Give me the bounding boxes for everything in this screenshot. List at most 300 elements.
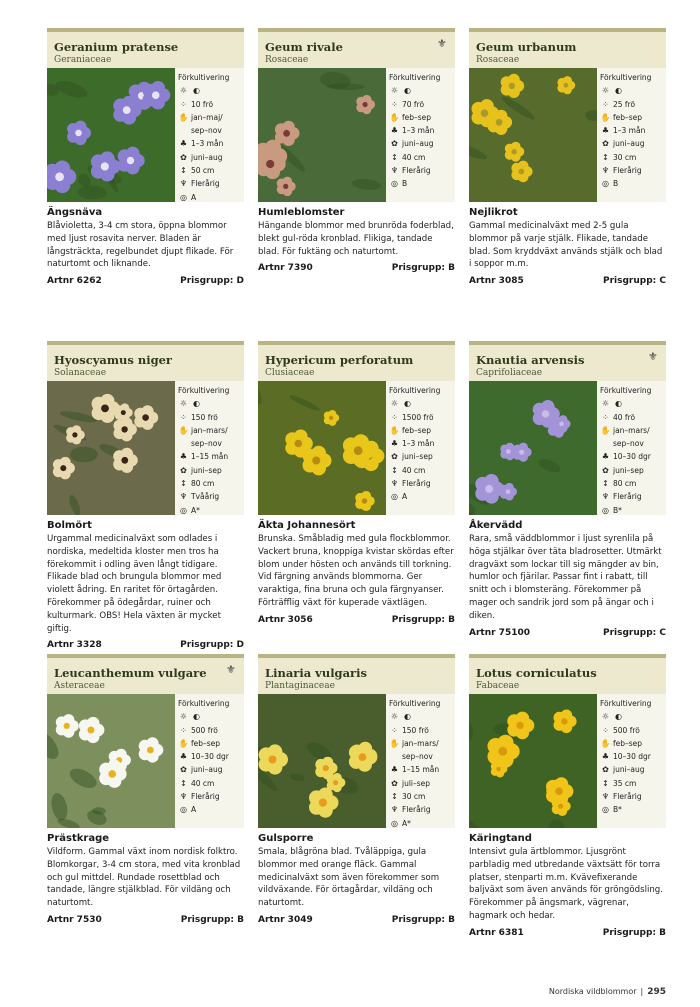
spec-lifecycle	[178, 177, 244, 190]
plant-photo	[258, 68, 386, 202]
spec-sowing	[389, 111, 455, 124]
spec-light	[389, 84, 455, 97]
spec-header	[600, 71, 666, 84]
spec-sowing	[389, 424, 455, 437]
swedish-name: Nejlikrot	[469, 207, 518, 218]
price-group: Prisgrupp: C	[603, 276, 666, 287]
spec-zone	[178, 803, 244, 816]
sowing-hand-icon: ✋	[389, 112, 400, 122]
spec-height	[389, 790, 455, 803]
zone-icon: ◎	[391, 818, 398, 828]
spec-germination	[178, 450, 244, 463]
page-number: 295	[647, 987, 666, 997]
spec-bloom-value: juni–sep	[402, 452, 433, 462]
spec-sowing	[178, 737, 244, 750]
spec-seeds-value: 70 frö	[402, 99, 425, 109]
lifecycle-icon: ♆	[601, 492, 610, 502]
lifecycle-icon: ♆	[179, 179, 188, 189]
spec-panel	[386, 381, 455, 515]
family-name: Rosaceae	[265, 55, 309, 65]
price-group: Prisgrupp: C	[603, 627, 666, 638]
zone-icon: ◎	[391, 179, 398, 189]
description: Urgammal medicinalväxt som odlades i nordiska, medeltida kloster men tros ha förekommit i odling även långt tidigare. Flikade blad och brungula blommor med violett ådring. En raritet för örtagården. Förekommer på ödegårdar, ruiner och kulturmark. OBS! Hela växten är mycket giftig.	[47, 534, 222, 634]
spec-seeds	[600, 411, 666, 424]
spec-bloom	[389, 137, 455, 150]
card-header	[258, 654, 455, 694]
price-group: Prisgrupp: B	[391, 614, 455, 625]
product-card	[469, 28, 666, 341]
spec-bloom-value: juni–aug	[191, 765, 223, 775]
seeds-icon: ⁘	[391, 412, 398, 422]
spec-bloom	[178, 763, 244, 776]
spec-germination-value: 10–30 dgr	[613, 752, 651, 762]
article-number: Artnr 7530	[47, 914, 102, 925]
description: Hängande blommor med brunröda foderblad, blekt gul-röda kronblad. Flikiga, tandade blad. För fuktäng och naturtomt.	[258, 221, 454, 257]
spec-lifecycle-value: Flerårig	[191, 179, 220, 189]
latin-name: Geranium pratense	[54, 40, 179, 54]
spec-header	[178, 71, 244, 84]
swedish-name: Prästkrage	[47, 833, 110, 844]
spec-zone-value: A	[191, 192, 197, 202]
sowing-hand-icon: ✋	[178, 738, 189, 748]
card-media	[258, 68, 455, 202]
spec-bloom-value: juni–sep	[191, 465, 222, 475]
swedish-name: Ängsnäva	[47, 207, 103, 218]
family-name: Geraniaceae	[54, 55, 112, 65]
plant-photo	[47, 694, 175, 828]
price-group: Prisgrupp: B	[391, 914, 455, 925]
flower-icon: ✿	[180, 465, 187, 475]
spec-sowing-value: feb–sep	[402, 112, 432, 122]
spec-header-label: Förkultivering	[178, 699, 230, 708]
description: Blåvioletta, 3-4 cm stora, öppna blommor med ljust rosavita nerver. Bladen är långsträckta, regelbundet djupt flikade. För naturtomt och liknande.	[47, 221, 234, 270]
family-name: Fabaceae	[476, 681, 520, 691]
spec-germination-value: 1–15 mån	[191, 452, 229, 462]
spec-height-value: 30 cm	[402, 792, 426, 802]
spec-sowing	[178, 424, 244, 437]
height-icon: ↕	[602, 479, 609, 489]
seeds-icon: ⁘	[391, 725, 398, 735]
card-footer	[258, 615, 455, 625]
sun-icon: ☼	[390, 86, 399, 96]
spec-seeds-value: 10 frö	[191, 99, 214, 109]
spec-panel	[386, 694, 455, 828]
spec-seeds-value: 1500 frö	[402, 412, 434, 422]
spec-sowing-continued	[178, 437, 244, 450]
spec-seeds	[600, 724, 666, 737]
spec-header	[178, 697, 244, 710]
spec-zone-value: B*	[613, 505, 622, 515]
spec-height	[600, 151, 666, 164]
card-footer	[47, 915, 244, 925]
article-number: Artnr 7390	[258, 263, 313, 274]
flower-icon: ✿	[602, 765, 609, 775]
zone-icon: ◎	[602, 805, 609, 815]
spec-light	[600, 84, 666, 97]
spec-height	[600, 777, 666, 790]
spec-lifecycle	[600, 790, 666, 803]
card-media	[469, 694, 666, 828]
spec-bloom-value: juni–aug	[191, 152, 223, 162]
spec-bloom	[600, 763, 666, 776]
swedish-name: Äkta Johannesört	[258, 520, 356, 531]
spec-panel	[597, 68, 666, 202]
plant-photo	[47, 381, 175, 515]
spec-header	[389, 384, 455, 397]
toxic-warning-icon: ⚜	[226, 663, 236, 676]
sprout-icon: ♣	[601, 452, 610, 462]
spec-header	[389, 71, 455, 84]
spec-zone-value: A	[402, 492, 408, 502]
height-icon: ↕	[180, 166, 187, 176]
spec-zone-value: B	[402, 179, 408, 189]
spec-light	[178, 84, 244, 97]
spec-bloom	[389, 450, 455, 463]
spec-zone	[178, 191, 244, 204]
spec-panel	[597, 381, 666, 515]
sun-icon: ☼	[179, 712, 188, 722]
spec-zone-value: A*	[191, 505, 200, 515]
card-footer	[469, 928, 666, 938]
seeds-icon: ⁘	[180, 99, 187, 109]
spec-germination-value: 10–30 dgr	[191, 752, 229, 762]
flower-icon: ✿	[180, 765, 187, 775]
price-group: Prisgrupp: B	[602, 927, 666, 938]
spec-bloom-value: juni–aug	[613, 139, 645, 149]
plant-photo	[469, 68, 597, 202]
spec-germination	[600, 750, 666, 763]
product-card	[258, 28, 455, 341]
spec-sowing-value: sep–nov	[191, 126, 222, 136]
spec-lifecycle	[178, 790, 244, 803]
spec-germination-value: 1–15 mån	[402, 765, 440, 775]
spec-seeds	[178, 411, 244, 424]
spec-lifecycle-value: Flerårig	[613, 492, 642, 502]
spec-sowing	[178, 111, 244, 124]
description: Smala, blågröna blad. Tvåläppiga, gula blommor med orange fläck. Gammal medicinalväxt som även förekommer som vildväxande. För örtagårdar, vildäng och naturtomt.	[258, 847, 440, 909]
partial-sun-icon: ◐	[615, 712, 622, 722]
spec-seeds	[178, 724, 244, 737]
page-footer	[549, 987, 666, 997]
description: Rara, små väddblommor i ljust syrenlila på höga stjälkar över täta bladrosetter. Utmärkt dragväxt som lockar till sig mängder av bin, humlor och fjärilar. Passar fint i rabatt, till snitt och i blomsteräng. Förekommer på mager och sandrik jord som på ängar och i diken.	[469, 534, 662, 621]
product-card	[258, 654, 455, 974]
article-number: Artnr 6381	[469, 927, 524, 938]
spec-header	[178, 384, 244, 397]
spec-zone	[600, 504, 666, 517]
spec-lifecycle-value: Flerårig	[191, 792, 220, 802]
card-footer	[258, 263, 455, 273]
sowing-hand-icon: ✋	[389, 738, 400, 748]
flower-icon: ✿	[180, 152, 187, 162]
swedish-name: Åkervädd	[469, 520, 523, 531]
spec-seeds	[389, 98, 455, 111]
lifecycle-icon: ♆	[601, 166, 610, 176]
card-media	[47, 381, 244, 515]
partial-sun-icon: ◐	[193, 399, 200, 409]
spec-panel	[175, 381, 244, 515]
spec-sowing-value: feb–sep	[191, 738, 221, 748]
spec-sowing-value: feb–sep	[613, 112, 643, 122]
spec-sowing-value: sep–nov	[402, 752, 433, 762]
family-name: Asteraceae	[54, 681, 105, 691]
spec-zone	[600, 803, 666, 816]
spec-light	[178, 710, 244, 723]
spec-germination	[178, 750, 244, 763]
spec-zone-value: A*	[402, 818, 411, 828]
spec-light	[600, 710, 666, 723]
zone-icon: ◎	[180, 192, 187, 202]
spec-header-label: Förkultivering	[600, 699, 652, 708]
seeds-icon: ⁘	[180, 725, 187, 735]
spec-header-label: Förkultivering	[178, 73, 230, 82]
height-icon: ↕	[602, 152, 609, 162]
spec-sowing-continued	[389, 750, 455, 763]
spec-lifecycle-value: Flerårig	[402, 166, 431, 176]
spec-height-value: 80 cm	[613, 479, 637, 489]
spec-germination	[389, 437, 455, 450]
family-name: Solanaceae	[54, 368, 107, 378]
spec-seeds	[389, 411, 455, 424]
spec-sowing	[389, 737, 455, 750]
partial-sun-icon: ◐	[615, 399, 622, 409]
spec-panel	[175, 694, 244, 828]
spec-germination	[600, 450, 666, 463]
spec-panel	[597, 694, 666, 828]
spec-bloom	[178, 464, 244, 477]
spec-seeds-value: 500 frö	[613, 725, 640, 735]
price-group: Prisgrupp: B	[391, 263, 455, 274]
spec-lifecycle-value: Flerårig	[613, 792, 642, 802]
spec-light	[178, 397, 244, 410]
plant-photo	[469, 694, 597, 828]
spec-sowing-value: jan–mars/	[613, 425, 650, 435]
sun-icon: ☼	[179, 399, 188, 409]
sprout-icon: ♣	[601, 126, 610, 136]
spec-panel	[386, 68, 455, 202]
spec-height	[389, 464, 455, 477]
plant-photo	[47, 68, 175, 202]
card-header	[469, 341, 666, 381]
spec-sowing-value: jan–mars/	[191, 425, 228, 435]
spec-light	[389, 710, 455, 723]
spec-germination	[178, 137, 244, 150]
family-name: Rosaceae	[476, 55, 520, 65]
spec-germination-value: 1–3 mån	[402, 126, 435, 136]
sowing-hand-icon: ✋	[600, 112, 611, 122]
spec-zone	[389, 817, 455, 830]
spec-seeds	[389, 724, 455, 737]
family-name: Clusiaceae	[265, 368, 315, 378]
spec-height	[178, 777, 244, 790]
sowing-hand-icon: ✋	[600, 425, 611, 435]
partial-sun-icon: ◐	[615, 86, 622, 96]
zone-icon: ◎	[391, 492, 398, 502]
spec-header	[600, 384, 666, 397]
sprout-icon: ♣	[179, 452, 188, 462]
spec-lifecycle-value: Flerårig	[402, 479, 431, 489]
spec-header-label: Förkultivering	[389, 699, 441, 708]
height-icon: ↕	[391, 792, 398, 802]
spec-height	[600, 477, 666, 490]
spec-seeds-value: 25 frö	[613, 99, 636, 109]
spec-header-label: Förkultivering	[178, 386, 230, 395]
family-name: Plantaginaceae	[265, 681, 335, 691]
swedish-name: Käringtand	[469, 833, 532, 844]
product-grid	[47, 28, 665, 974]
plant-photo	[258, 381, 386, 515]
card-header	[258, 28, 455, 68]
spec-light	[389, 397, 455, 410]
seeds-icon: ⁘	[180, 412, 187, 422]
card-header	[47, 28, 244, 68]
spec-seeds-value: 500 frö	[191, 725, 218, 735]
height-icon: ↕	[391, 465, 398, 475]
partial-sun-icon: ◐	[404, 86, 411, 96]
spec-sowing-continued	[178, 124, 244, 137]
spec-zone	[389, 490, 455, 503]
spec-germination-value: 1–3 mån	[402, 439, 435, 449]
card-footer	[469, 628, 666, 638]
sun-icon: ☼	[390, 399, 399, 409]
spec-germination	[389, 124, 455, 137]
flower-icon: ✿	[602, 465, 609, 475]
height-icon: ↕	[602, 778, 609, 788]
latin-name: Hyoscyamus niger	[54, 353, 172, 367]
article-number: Artnr 75100	[469, 627, 530, 638]
product-card	[47, 28, 244, 341]
article-number: Artnr 6262	[47, 276, 102, 287]
spec-height-value: 30 cm	[613, 152, 637, 162]
sprout-icon: ♣	[390, 439, 399, 449]
product-card	[469, 654, 666, 974]
latin-name: Geum urbanum	[476, 40, 577, 54]
latin-name: Knautia arvensis	[476, 353, 585, 367]
partial-sun-icon: ◐	[193, 86, 200, 96]
spec-seeds-value: 150 frö	[191, 412, 218, 422]
spec-height	[389, 151, 455, 164]
latin-name: Geum rivale	[265, 40, 343, 54]
partial-sun-icon: ◐	[404, 712, 411, 722]
spec-bloom-value: juni–aug	[613, 765, 645, 775]
partial-sun-icon: ◐	[404, 399, 411, 409]
article-number: Artnr 3056	[258, 614, 313, 625]
height-icon: ↕	[391, 152, 398, 162]
swedish-name: Bolmört	[47, 520, 92, 531]
card-footer	[47, 276, 244, 286]
spec-lifecycle-value: Tvåårig	[191, 492, 220, 502]
spec-height-value: 40 cm	[402, 465, 426, 475]
spec-sowing-value: sep–nov	[191, 439, 222, 449]
spec-lifecycle	[389, 164, 455, 177]
spec-bloom	[178, 151, 244, 164]
spec-lifecycle	[178, 490, 244, 503]
spec-germination	[389, 763, 455, 776]
seeds-icon: ⁘	[602, 725, 609, 735]
spec-bloom	[600, 464, 666, 477]
sprout-icon: ♣	[390, 126, 399, 136]
spec-lifecycle-value: Flerårig	[402, 805, 431, 815]
sun-icon: ☼	[179, 86, 188, 96]
spec-zone-value: B	[613, 179, 619, 189]
seeds-icon: ⁘	[602, 412, 609, 422]
spec-sowing-value: sep–nov	[613, 439, 644, 449]
spec-height-value: 40 cm	[191, 778, 215, 788]
spec-bloom-value: juni–sep	[613, 465, 644, 475]
zone-icon: ◎	[602, 505, 609, 515]
spec-height	[178, 164, 244, 177]
card-media	[258, 381, 455, 515]
lifecycle-icon: ♆	[390, 479, 399, 489]
product-card	[47, 341, 244, 654]
toxic-warning-icon: ⚜	[437, 37, 447, 50]
card-header	[47, 341, 244, 381]
spec-sowing	[600, 737, 666, 750]
seeds-icon: ⁘	[391, 99, 398, 109]
sprout-icon: ♣	[179, 139, 188, 149]
spec-sowing-value: feb–sep	[402, 425, 432, 435]
price-group: Prisgrupp: D	[180, 640, 244, 651]
spec-height	[178, 477, 244, 490]
sun-icon: ☼	[601, 712, 610, 722]
lifecycle-icon: ♆	[390, 166, 399, 176]
sun-icon: ☼	[601, 399, 610, 409]
card-media	[469, 68, 666, 202]
partial-sun-icon: ◐	[193, 712, 200, 722]
spec-panel	[175, 68, 244, 202]
family-name: Caprifoliaceae	[476, 368, 543, 378]
spec-zone	[600, 177, 666, 190]
sowing-hand-icon: ✋	[178, 425, 189, 435]
sun-icon: ☼	[601, 86, 610, 96]
spec-germination-value: 10–30 dgr	[613, 452, 651, 462]
footer-separator: |	[640, 987, 644, 996]
spec-germination-value: 1–3 mån	[613, 126, 646, 136]
lifecycle-icon: ♆	[179, 792, 188, 802]
spec-lifecycle	[600, 164, 666, 177]
sprout-icon: ♣	[390, 765, 399, 775]
spec-bloom	[600, 137, 666, 150]
latin-name: Leucanthemum vulgare	[54, 666, 207, 680]
article-number: Artnr 3049	[258, 914, 313, 925]
spec-sowing-value: jan–maj/	[191, 112, 223, 122]
spec-lifecycle-value: Flerårig	[613, 166, 642, 176]
lifecycle-icon: ♆	[601, 792, 610, 802]
card-header	[47, 654, 244, 694]
spec-header-label: Förkultivering	[600, 73, 652, 82]
card-footer	[47, 640, 244, 650]
card-footer	[469, 276, 666, 286]
lifecycle-icon: ♆	[390, 805, 399, 815]
spec-sowing-value: jan–mars/	[402, 738, 439, 748]
sowing-hand-icon: ✋	[389, 425, 400, 435]
spec-height-value: 80 cm	[191, 479, 215, 489]
latin-name: Linaria vulgaris	[265, 666, 367, 680]
spec-height-value: 35 cm	[613, 778, 637, 788]
toxic-warning-icon: ⚜	[648, 350, 658, 363]
latin-name: Lotus corniculatus	[476, 666, 597, 680]
zone-icon: ◎	[180, 505, 187, 515]
sun-icon: ☼	[390, 712, 399, 722]
spec-bloom-value: juli–sep	[402, 778, 431, 788]
card-header	[469, 654, 666, 694]
article-number: Artnr 3328	[47, 640, 102, 651]
zone-icon: ◎	[180, 805, 187, 815]
spec-germination	[600, 124, 666, 137]
spec-sowing	[600, 111, 666, 124]
spec-sowing-continued	[600, 437, 666, 450]
product-card	[469, 341, 666, 654]
spec-lifecycle	[600, 490, 666, 503]
